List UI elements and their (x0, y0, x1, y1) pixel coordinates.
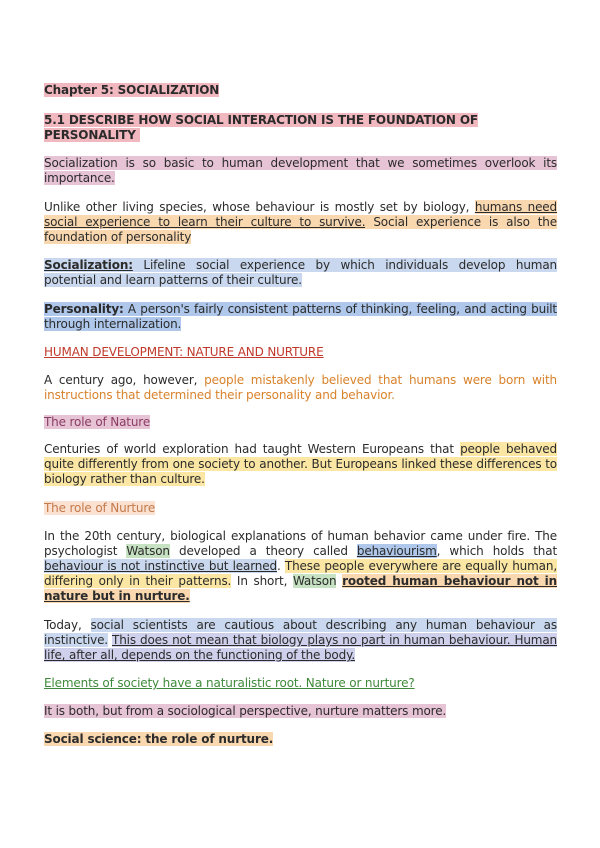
paragraph-socialization-intro: Socialization is so basic to human development that we sometimes overlook its importance. (44, 156, 557, 185)
heading-role-of-nurture: The role of Nurture (44, 501, 156, 515)
heading-role-of-nature: The role of Nature (44, 415, 151, 429)
paragraph-century-ago: A century ago, however, people mistakenly believed that humans were born with instructions that determined their personality and behavior. (44, 373, 557, 402)
chapter-title: Chapter 5: SOCIALIZATION (44, 83, 220, 97)
paragraph-both: It is both, but from a sociological perspective, nurture matters more. (44, 704, 447, 718)
definition-socialization: Socialization: Lifeline social experience by which individuals develop human potential and learn patterns of their culture. (44, 258, 557, 287)
paragraph-today: Today, social scientists are cautious about describing any human behaviour as instinctive. This does not mean that biology plays no part in human behaviour. Human life, after all, depends on the functioning of the body. (44, 618, 557, 662)
paragraph-nature: Centuries of world exploration had taught Western Europeans that people behaved quite differently from one society to another. But Europeans linked these differences to biology rather than culture. (44, 442, 557, 486)
definition-personality: Personality: A person's fairly consistent patterns of thinking, feeling, and acting built through internalization. (44, 302, 557, 331)
section-title: 5.1 DESCRIBE HOW SOCIAL INTERACTION IS THE FOUNDATION OF PERSONALITY (44, 113, 478, 142)
heading-human-development: HUMAN DEVELOPMENT: NATURE AND NURTURE (44, 345, 324, 359)
paragraph-naturalistic-root: Elements of society have a naturalistic root. Nature or nurture? (44, 676, 415, 690)
paragraph-social-science: Social science: the role of nurture. (44, 732, 274, 746)
paragraph-nurture: In the 20th century, biological explanations of human behavior came under fire. The psychologist Watson developed a theory called behaviourism, which holds that behaviour is not instinctive but learned. These people everywhere are equally human, differing only in their patterns. In short, Watson rooted human behaviour not in nature but in nurture. (44, 529, 558, 603)
paragraph-social-experience: Unlike other living species, whose behaviour is mostly set by biology, humans need social experience to learn their culture to survive. Social experience is also the foundation of personality (44, 200, 557, 244)
